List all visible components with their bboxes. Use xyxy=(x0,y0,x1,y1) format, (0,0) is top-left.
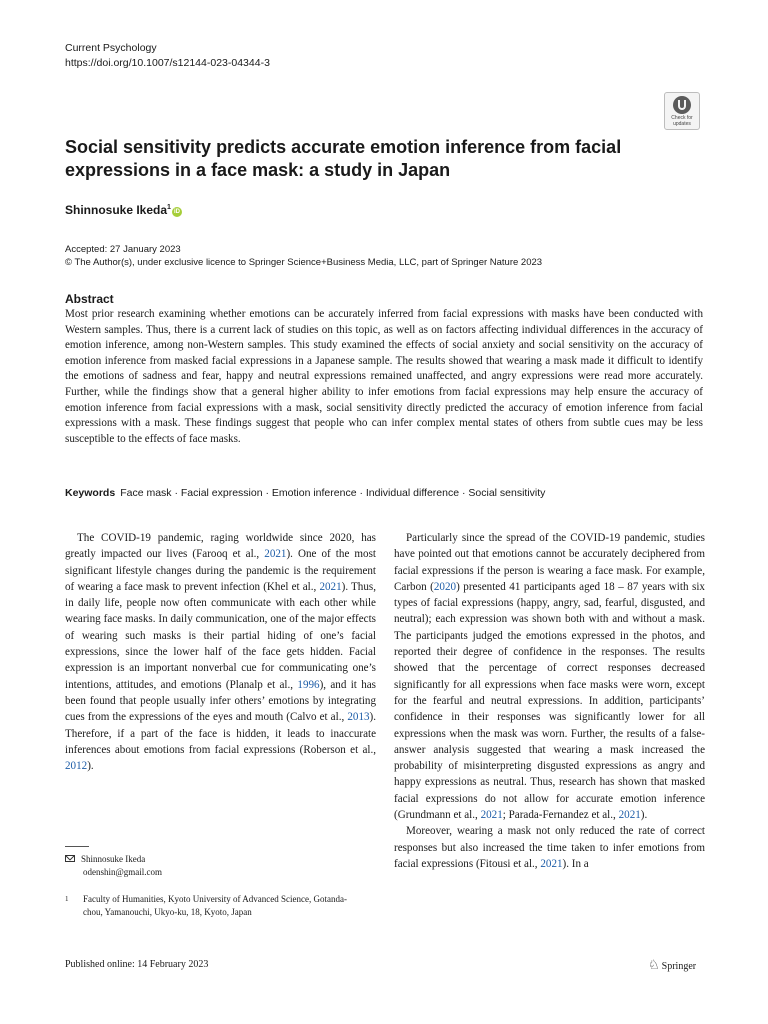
text-run: ). Therefore, if a part of the face is hidden, it leads to inaccurate inferences about emotions from facial expressions (Roberson et al., xyxy=(65,711,376,756)
crossmark-label-1: Check for xyxy=(671,115,693,121)
text-run: ), and it has been found that people usually infer others’ emotions by integrating cues from the expressions of the eyes and mouth (Calvo et al., xyxy=(65,678,376,724)
citation-link[interactable]: 2021 xyxy=(540,857,563,870)
keywords xyxy=(65,487,545,499)
text-run: ). One of the most significant lifestyle changes during the pandemic is the requirement of wearing a face mask to prevent infection (Khel et al., xyxy=(65,548,376,593)
citation-link[interactable]: 2021 xyxy=(264,548,287,561)
accepted-date: Accepted: 27 January 2023 xyxy=(65,244,181,255)
affiliation-text: Faculty of Humanities, Kyoto University of Advanced Science, Gotanda-chou, Yamanouchi, Ukyo-ku, 18, Kyoto, Japan xyxy=(83,894,347,917)
citation-link[interactable]: 2021 xyxy=(480,809,503,822)
keywords-list: Face mask · Facial expression · Emotion inference · Individual difference · Social sensitivity xyxy=(120,487,546,499)
text-run: ). xyxy=(87,760,94,773)
author-line xyxy=(65,203,182,217)
abstract-text: Most prior research examining whether emotions can be accurately inferred from facial expressions with masks have been conducted with Western samples. Thus, there is a current lack of studies on this topic, as well as on factors affecting individual differences in the accuracy of emotion inference, among non-Western samples. This study examined the effects of social anxiety and social sensitivity on the accuracy of emotion inference from masked facial expressions in a Japanese sample. The results showed that wearing a mask made it difficult to identify the emotions of sadness and fear, happy and neutral expressions remained unaffected, and angry expressions were read more accurately. Further, while the findings show that a general higher ability to infer emotions from facial expressions may help ensure the accuracy of emotion inference from facial expressions with a mask, social sensitivity directly predicted the accuracy of emotion inference from facial expressions with a mask. These findings suggest that people who can infer complex mental states of others from subtle cues may be less susceptible to the effects of face masks. xyxy=(65,308,703,445)
crossmark-label-2: updates xyxy=(673,121,691,127)
affiliation-number: 1 xyxy=(65,895,69,903)
text-run: ; Parada-Fernandez et al., xyxy=(502,809,619,822)
text-run: The COVID-19 pandemic, raging worldwide since 2020, has greatly impacted our lives (Farooq et al., xyxy=(65,532,376,561)
citation-link[interactable]: 2021 xyxy=(319,580,342,593)
author-affiliation-ref: 1 xyxy=(167,204,171,211)
text-run: Particularly since the spread of the COVID-19 pandemic, studies have pointed out that emotions cannot be accurately deciphered from facial expressions if the person is wearing a face mask. For example, Carbon ( xyxy=(394,532,705,593)
citation-link[interactable]: 2012 xyxy=(65,760,88,773)
article-header xyxy=(65,41,270,71)
text-run: Moreover, wearing a mask not only reduced the rate of correct responses but also increased the time taken to infer emotions from facial expressions (Fitousi et al., xyxy=(394,825,705,870)
paragraph xyxy=(65,530,376,774)
doi-link[interactable]: https://doi.org/10.1007/s12144-023-04344-3 xyxy=(65,57,270,69)
corresponding-author-footnote xyxy=(65,853,162,879)
publisher-logo xyxy=(648,957,696,973)
orcid-icon[interactable]: iD xyxy=(173,209,180,215)
citation-link[interactable]: 1996 xyxy=(297,678,320,691)
check-for-updates-badge[interactable] xyxy=(664,92,700,130)
envelope-icon xyxy=(65,855,75,862)
springer-horse-icon: ♘ xyxy=(648,957,660,972)
text-run: ) presented 41 participants aged 18 – 87 years with six types of facial expressions (happy, angry, sad, fearful, disgusted, and neutral); each expression was shown both with and without a mask. The participants judged the emotions expressed in the photos, and reported their degree of confidence in the responses. The results showed that the percentage of correct responses decreased significantly for all expressions when face masks were worn, except for the fearful and neutral expressions. In addition, participants’ confidence in their responses was significantly lower for all expressions when the mask was worn. Further, the results of a false-answer analysis suggested that wearing a mask increased the probability of misinterpreting disgusted expressions as angry and happy expressions as neutral. Thus, research has shown that masked facial expressions do not allow for accurate emotion inference (Grundmann et al., xyxy=(394,580,705,822)
affiliation-footnote xyxy=(65,893,365,918)
published-date: Published online: 14 February 2023 xyxy=(65,959,209,970)
text-run: ). In a xyxy=(562,857,589,870)
body-column-left xyxy=(65,530,376,774)
publisher-name: Springer xyxy=(661,961,697,972)
text-run: ). xyxy=(640,809,648,822)
journal-name: Current Psychology xyxy=(65,42,157,54)
keywords-label: Keywords xyxy=(65,487,116,499)
author-name[interactable]: Shinnosuke Ikeda xyxy=(65,203,168,217)
text-run: ). Thus, in daily life, people now often communicate with each other while wearing face masks. In daily communication, one of the major effects of wearing such masks is their partial hiding of one’s facial expressions, since the lower half of the face gets hidden. Facial expression is an important nonverbal cue for communicating one’s intentions, attitudes, and emotions (Planalp et al., xyxy=(65,580,376,691)
article-title: Social sensitivity predicts accurate emotion inference from facial expressions in a face mask: a study in Japan xyxy=(65,137,622,180)
paragraph xyxy=(394,823,705,872)
article-dates xyxy=(65,243,542,269)
citation-link[interactable]: 2020 xyxy=(433,580,457,593)
citation-link[interactable]: 2013 xyxy=(347,711,370,724)
footnote-divider xyxy=(65,846,89,847)
paragraph xyxy=(394,530,705,823)
abstract-heading: Abstract xyxy=(65,292,114,306)
copyright-notice: © The Author(s), under exclusive licence to Springer Science+Business Media, LLC, part of Springer Nature 2023 xyxy=(65,257,543,268)
author-email[interactable]: odenshin@gmail.com xyxy=(83,867,163,877)
crossmark-icon xyxy=(673,96,691,114)
citation-link[interactable]: 2021 xyxy=(618,809,641,822)
body-column-right xyxy=(394,530,705,872)
footnote-author-name: Shinnosuke Ikeda xyxy=(81,854,146,864)
